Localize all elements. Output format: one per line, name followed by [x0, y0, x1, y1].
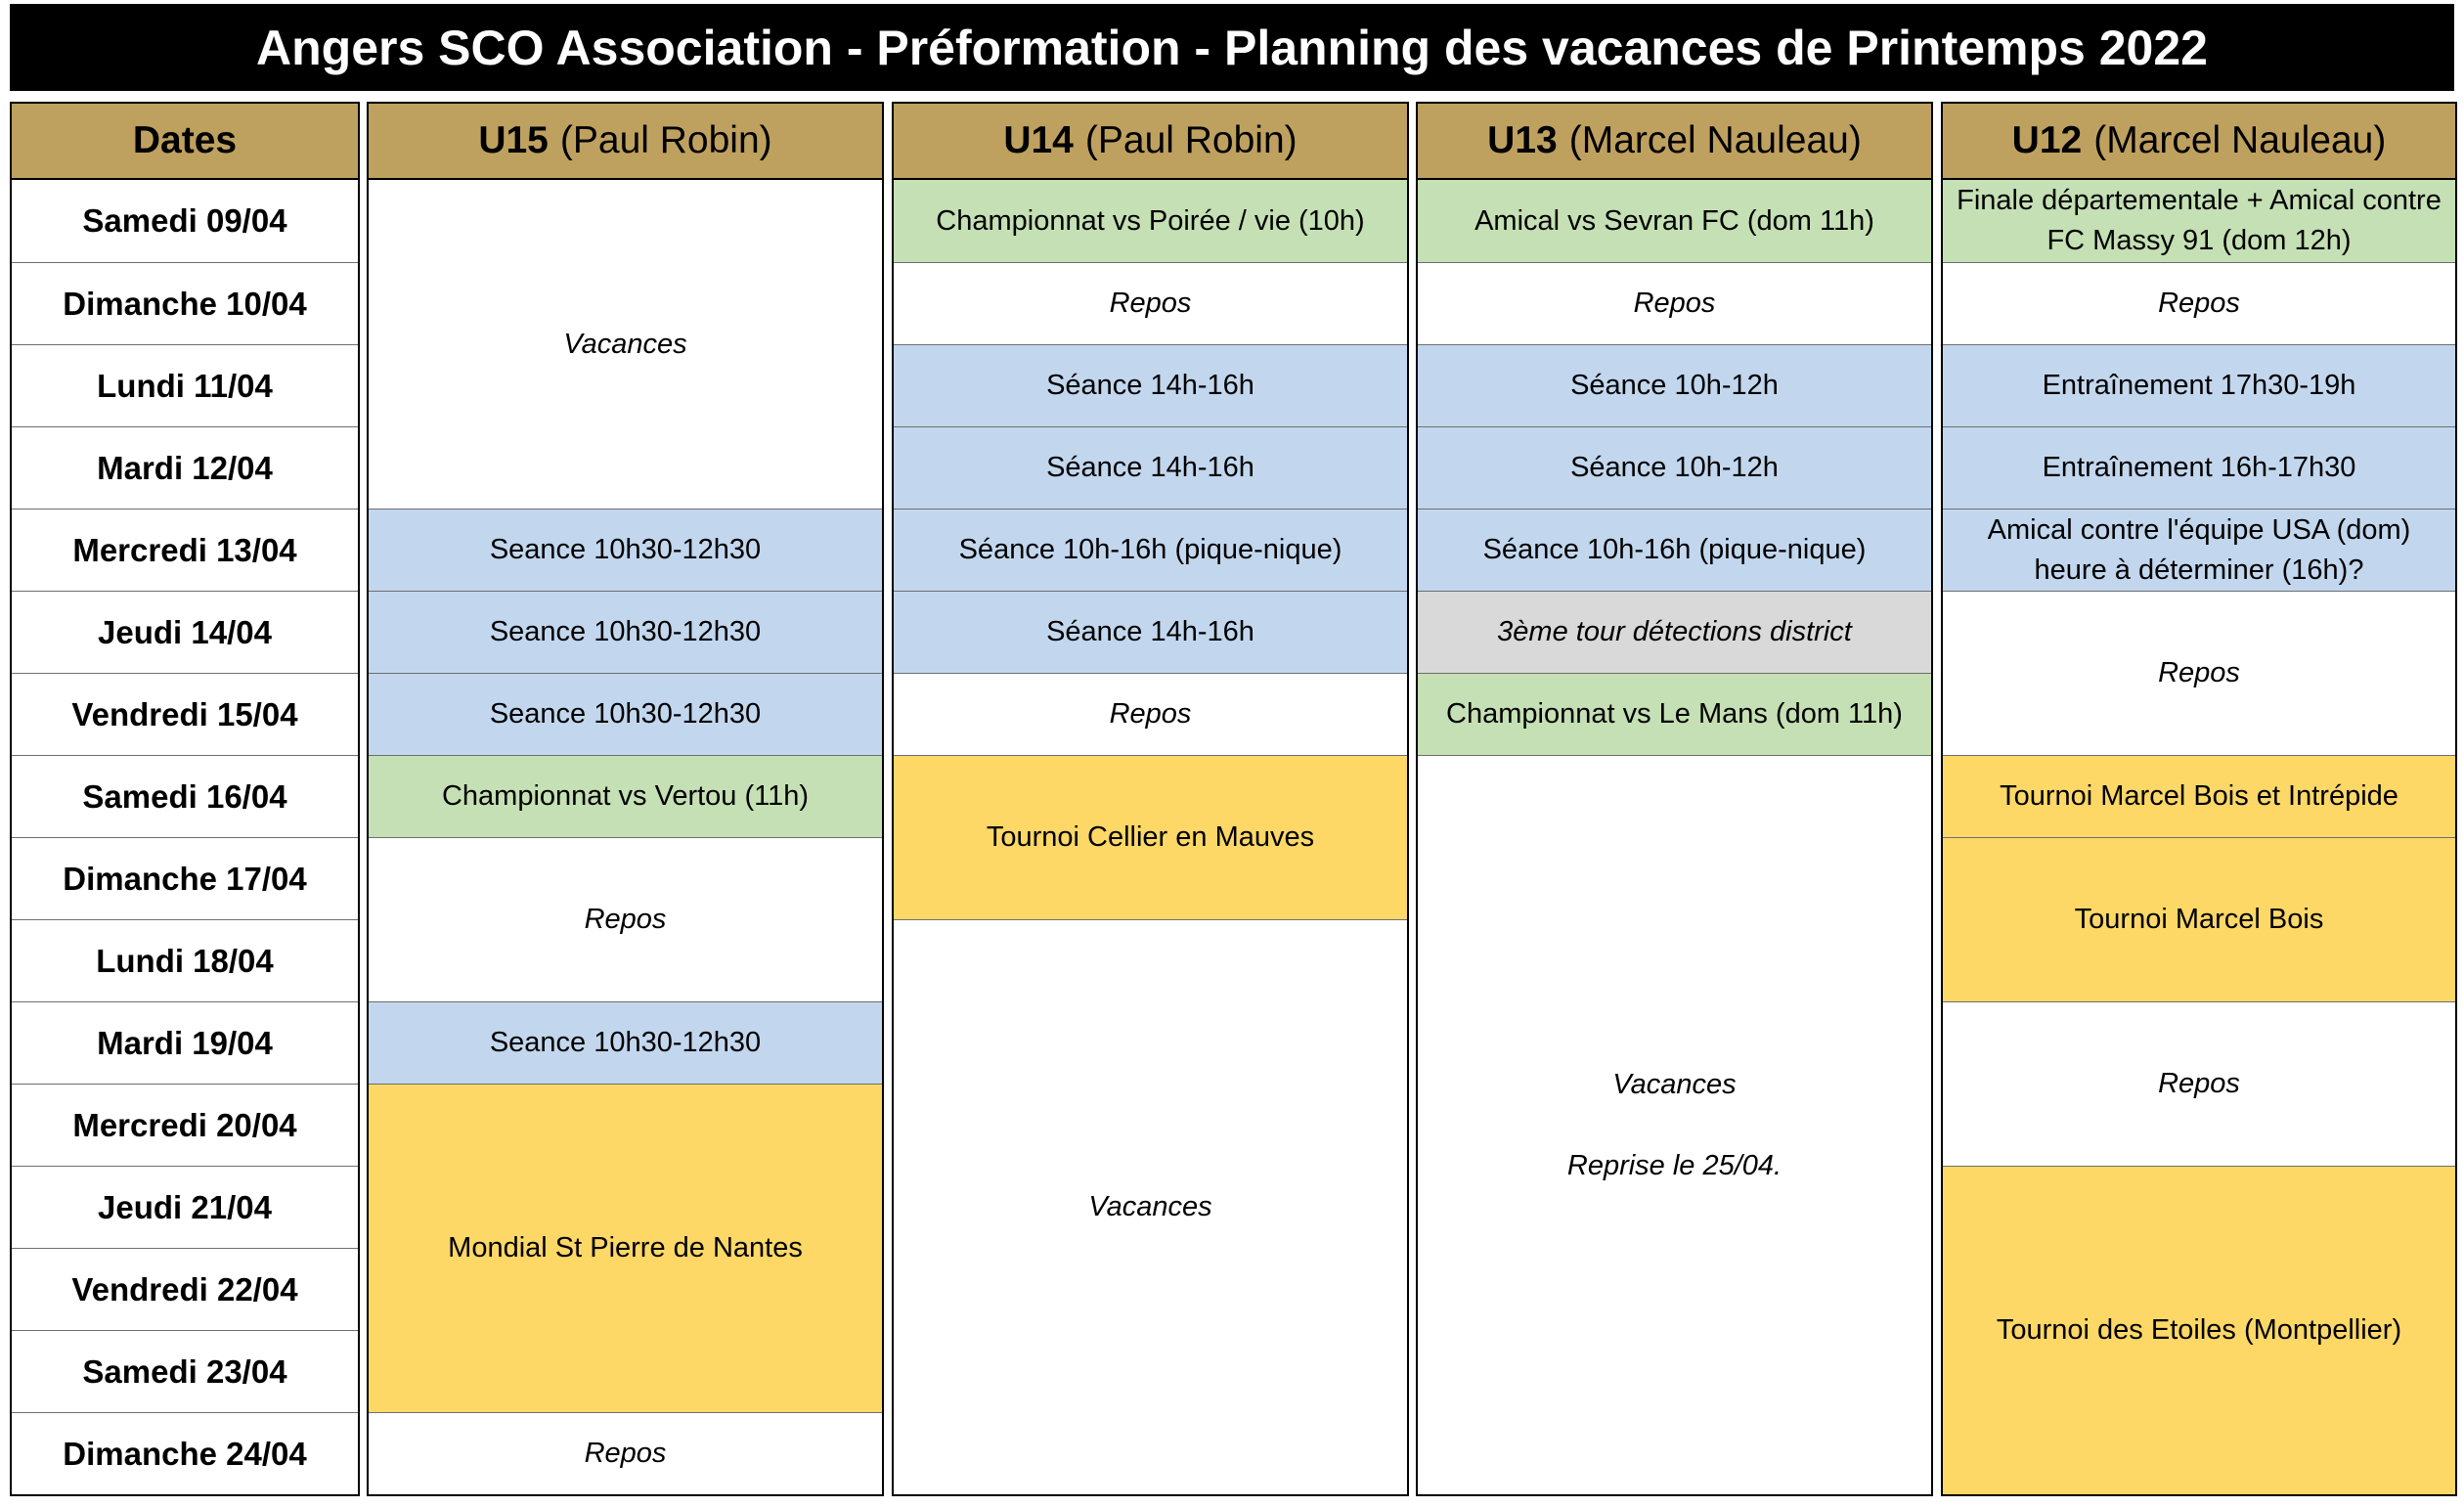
date-cell: Samedi 09/04: [82, 202, 287, 239]
schedule-event: Séance 10h-12h: [1418, 426, 1931, 509]
date-cell: Jeudi 14/04: [12, 591, 358, 673]
date-cell: Lundi 11/04: [12, 344, 358, 426]
dates-column: [10, 102, 360, 1496]
team-coach: (Paul Robin): [559, 119, 772, 161]
event-line-2: Reprise le 25/04.: [1566, 1149, 1782, 1181]
schedule-event: Seance 10h30-12h30: [369, 673, 882, 755]
schedule-event: Séance 10h-12h: [1418, 344, 1931, 426]
schedule-event: Seance 10h30-12h30: [369, 591, 882, 673]
schedule-event: Tournoi des Etoiles (Montpellier): [1943, 1166, 2455, 1494]
date-cell: Dimanche 10/04: [12, 262, 358, 344]
date-cell: Jeudi 21/04: [12, 1166, 358, 1248]
date-cell: Samedi 23/04: [12, 1330, 358, 1412]
team-header-u13: [1418, 104, 1931, 180]
schedule-event: Entraînement 17h30-19h: [1943, 344, 2455, 426]
schedule-event: Repos: [369, 837, 882, 1001]
date-cell: Lundi 18/04: [12, 919, 358, 1001]
schedule-event: Seance 10h30-12h30: [369, 1001, 882, 1084]
event-line-2: heure à déterminer (16h)?: [2034, 554, 2364, 586]
team-name: U12: [2011, 119, 2083, 161]
schedule-event: Seance 10h30-12h30: [369, 509, 882, 591]
team-name: U15: [478, 119, 549, 161]
schedule-event: Repos: [1943, 591, 2455, 755]
schedule-event: Séance 10h-16h (pique-nique): [1418, 509, 1931, 591]
date-cell: Vendredi 22/04: [12, 1248, 358, 1330]
schedule-event: Repos: [1418, 262, 1931, 344]
schedule-event: Repos: [1943, 262, 2455, 344]
event-line-1: Vacances: [1612, 1068, 1737, 1100]
dates-header-label: Dates: [132, 119, 238, 161]
team-coach: (Marcel Nauleau): [1568, 119, 1862, 161]
schedule-event: Repos: [1943, 1001, 2455, 1166]
schedule-event: Entraînement 16h-17h30: [1943, 426, 2455, 509]
dates-header: [12, 104, 358, 180]
schedule-event: Repos: [894, 262, 1407, 344]
event-line-1: Finale départementale + Amical contre: [1957, 185, 2442, 217]
team-name: U14: [1003, 119, 1074, 161]
schedule-event: Tournoi Marcel Bois: [1943, 837, 2455, 1001]
date-cell: Mercredi 20/04: [12, 1084, 358, 1166]
schedule-event: 3ème tour détections district: [1418, 591, 1931, 673]
date-cell: Dimanche 17/04: [12, 837, 358, 919]
team-header-u15: [369, 104, 882, 180]
schedule-event: Vacances: [369, 180, 882, 509]
schedule-event: Séance 10h-16h (pique-nique): [894, 509, 1407, 591]
schedule-event: [1943, 180, 2455, 262]
schedule-event: Championnat vs Poirée / vie (10h): [894, 180, 1407, 262]
page-title: Angers SCO Association - Préformation - Planning des vacances de Printemps 2022: [10, 4, 2454, 91]
team-column-u14: [892, 102, 1409, 1496]
date-cell: Mercredi 13/04: [12, 509, 358, 591]
date-cell: Mardi 12/04: [12, 426, 358, 509]
date-cell: Mardi 19/04: [12, 1001, 358, 1084]
schedule-event: Championnat vs Le Mans (dom 11h): [1418, 673, 1931, 755]
schedule-event: Vacances: [894, 919, 1407, 1494]
event-line-2: FC Massy 91 (dom 12h): [2046, 225, 2352, 256]
date-cell: Samedi 16/04: [12, 755, 358, 837]
schedule-event: [1943, 509, 2455, 591]
team-header-u14: [894, 104, 1407, 180]
team-coach: (Marcel Nauleau): [2093, 119, 2387, 161]
team-column-u15: [367, 102, 884, 1496]
event-line-1: Amical contre l'équipe USA (dom): [1987, 513, 2411, 546]
schedule-event: Séance 14h-16h: [894, 344, 1407, 426]
schedule-event: Tournoi Marcel Bois et Intrépide: [1943, 755, 2455, 837]
schedule-event: Repos: [369, 1412, 882, 1494]
schedule-event: Amical vs Sevran FC (dom 11h): [1418, 180, 1931, 262]
team-column-u12: [1941, 102, 2457, 1496]
schedule-event: Séance 14h-16h: [894, 591, 1407, 673]
schedule-event: Championnat vs Vertou (11h): [369, 755, 882, 837]
schedule-event: Mondial St Pierre de Nantes: [369, 1084, 882, 1412]
date-cell: Dimanche 24/04: [12, 1412, 358, 1494]
team-coach: (Paul Robin): [1084, 119, 1298, 161]
team-name: U13: [1487, 119, 1558, 161]
date-cell: Vendredi 15/04: [12, 673, 358, 755]
team-header-u12: [1943, 104, 2455, 180]
team-column-u13: [1416, 102, 1933, 1496]
schedule-event: [1418, 755, 1931, 1494]
schedule-event: Séance 14h-16h: [894, 426, 1407, 509]
schedule-event: Repos: [894, 673, 1407, 755]
schedule-event: Tournoi Cellier en Mauves: [894, 755, 1407, 919]
